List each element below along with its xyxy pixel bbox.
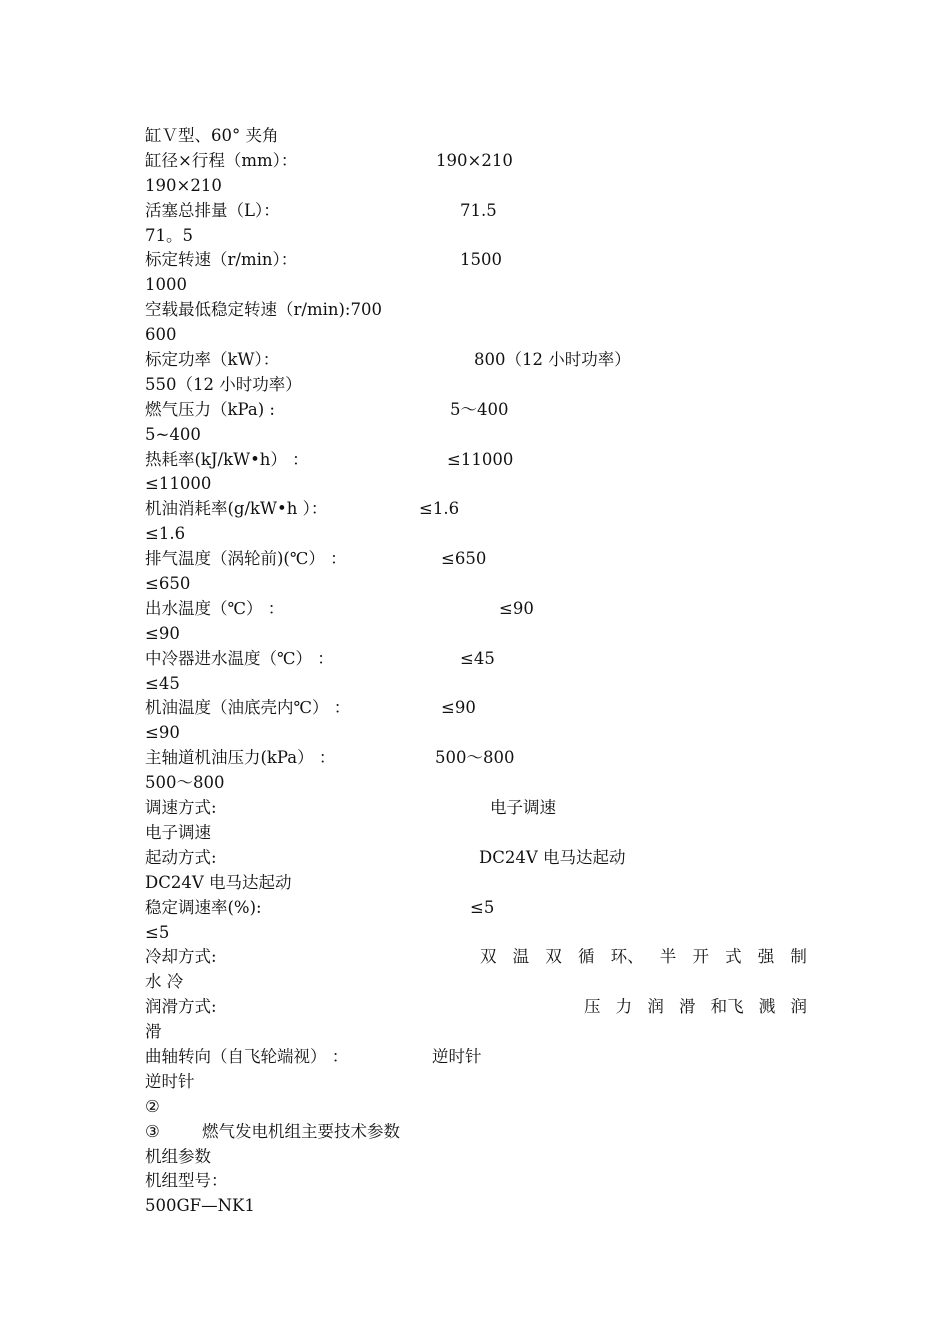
line-label: 71。5 <box>145 225 193 245</box>
line-cooling <box>145 945 807 970</box>
line-label: 出水温度（℃） ： <box>145 598 285 618</box>
line-label: 稳定调速率(%): <box>145 897 262 917</box>
document-page <box>145 124 807 1219</box>
line-bore-stroke <box>145 149 807 174</box>
line-value: 71.5 <box>460 200 497 220</box>
line-rotation <box>145 1045 807 1070</box>
line-label: 润滑方式: <box>145 997 217 1017</box>
value-part: 循 <box>577 947 595 967</box>
line-intercooler-temp-alt <box>145 672 807 697</box>
value-part: 双 <box>545 947 562 967</box>
line-label: 机组型号： <box>145 1171 228 1191</box>
line-starting-alt <box>145 871 807 896</box>
line-oil-temp <box>145 696 807 721</box>
line-rated-speed <box>145 248 807 273</box>
line-label: 活塞总排量（L）： <box>145 200 280 220</box>
line-label: 550（12 小时功率） <box>145 374 302 394</box>
line-rated-power-alt <box>145 373 807 398</box>
line-label: ≤45 <box>145 673 180 693</box>
line-rated-power <box>145 348 807 373</box>
line-cooling-cont <box>145 970 807 995</box>
line-label: 空载最低稳定转速（r/min):700 <box>145 300 382 320</box>
value-part: 滑 <box>678 997 696 1017</box>
line-starting <box>145 846 807 871</box>
line-label: ≤11000 <box>145 474 212 494</box>
value-part: 式 <box>725 947 742 967</box>
line-value: 500～800 <box>435 748 515 768</box>
line-gas-pressure-alt <box>145 423 807 448</box>
line-label: 燃气压力（kPa) : <box>145 399 275 419</box>
line-marker-2 <box>145 1095 807 1120</box>
line-label: ≤90 <box>145 723 180 743</box>
line-label: 排气温度（涡轮前)(℃） ： <box>145 549 347 569</box>
line-displacement <box>145 199 807 224</box>
value-part: 溅 <box>758 997 776 1017</box>
line-rotation-alt <box>145 1070 807 1095</box>
section-number: ③ <box>145 1121 160 1141</box>
line-oil-pressure-alt <box>145 771 807 796</box>
line-label: 主轴道机油压力(kPa） ： <box>145 748 336 768</box>
line-label: 机油消耗率(g/kW•h ）： <box>145 499 328 519</box>
line-governor-alt <box>145 821 807 846</box>
value-part: 温 <box>512 947 530 967</box>
line-value-justified <box>480 945 807 970</box>
line-value: 5～400 <box>450 399 509 419</box>
line-label: 190×210 <box>145 175 222 195</box>
line-governor <box>145 796 807 821</box>
line-speed-regulation-alt <box>145 921 807 946</box>
line-value: ≤1.6 <box>419 499 460 519</box>
line-oil-consumption <box>145 497 807 522</box>
line-label: 热耗率(kJ/kW•h） ： <box>145 449 309 469</box>
value-part: 开 <box>692 947 709 967</box>
line-unit-model <box>145 1169 807 1194</box>
line-label: 滑 <box>145 1022 162 1042</box>
line-label: 调速方式: <box>145 798 217 818</box>
line-label: 标定转速（r/min）： <box>145 250 298 270</box>
value-part: 润 <box>647 997 664 1017</box>
line-label: ≤650 <box>145 574 191 594</box>
line-oil-consumption-alt <box>145 522 807 547</box>
line-heat-rate-alt <box>145 472 807 497</box>
value-part: 润 <box>790 997 807 1017</box>
line-displacement-alt <box>145 224 807 249</box>
line-value: DC24V 电马达起动 <box>479 847 626 867</box>
line-label: ② <box>145 1096 160 1116</box>
line-speed-regulation <box>145 896 807 921</box>
line-label: 逆时针 <box>145 1071 195 1091</box>
line-bore-stroke-alt <box>145 174 807 199</box>
line-value-justified <box>584 995 807 1020</box>
line-unit-model-value <box>145 1194 807 1219</box>
line-label: 5~400 <box>145 424 201 444</box>
line-outlet-water-temp <box>145 597 807 622</box>
line-label: 中冷器进水温度（℃） ： <box>145 648 334 668</box>
value-part: 压 <box>584 997 601 1017</box>
value-part: 半 <box>659 947 677 967</box>
line-exhaust-temp-alt <box>145 572 807 597</box>
line-label: 缸径×行程（mm）： <box>145 150 298 170</box>
line-label: ≤90 <box>145 623 180 643</box>
section-title: 燃气发电机组主要技术参数 <box>202 1121 400 1141</box>
value-part: 制 <box>790 947 807 967</box>
line-unit-params <box>145 1145 807 1170</box>
line-label: 电子调速 <box>145 822 211 842</box>
line-exhaust-temp <box>145 547 807 572</box>
line-idle-speed-alt <box>145 323 807 348</box>
line-oil-pressure <box>145 746 807 771</box>
line-label: 起动方式: <box>145 847 217 867</box>
line-gas-pressure <box>145 398 807 423</box>
line-value: 电子调速 <box>490 798 556 818</box>
line-label: 标定功率（kW）： <box>145 350 280 370</box>
line-value: ≤650 <box>441 549 487 569</box>
line-outlet-water-temp-alt <box>145 622 807 647</box>
line-idle-speed <box>145 298 807 323</box>
line-intercooler-temp <box>145 647 807 672</box>
line-lubrication-cont <box>145 1020 807 1045</box>
line-value: ≤45 <box>460 648 495 668</box>
line-value: ≤90 <box>499 598 534 618</box>
line-cylinder-type <box>145 124 807 149</box>
line-label: ≤1.6 <box>145 524 186 544</box>
section-heading <box>145 1120 807 1145</box>
line-value: ≤11000 <box>447 449 514 469</box>
line-value: 190×210 <box>436 150 513 170</box>
line-label: ≤5 <box>145 922 170 942</box>
line-lubrication <box>145 995 807 1020</box>
line-value: 800（12 小时功率） <box>474 350 631 370</box>
value-part: 强 <box>757 947 775 967</box>
line-value: ≤90 <box>441 698 476 718</box>
line-label: 曲轴转向（自飞轮端视） ： <box>145 1046 349 1066</box>
line-oil-temp-alt <box>145 721 807 746</box>
line-label: 1000 <box>145 275 187 295</box>
line-label: 机组参数 <box>145 1146 211 1166</box>
line-label: 缸Ｖ型、60° 夹角 <box>145 126 279 145</box>
line-value: 1500 <box>460 250 502 270</box>
line-label: 水 冷 <box>145 972 184 992</box>
line-label: 机油温度（油底壳内℃） ： <box>145 698 351 718</box>
line-label: 冷却方式: <box>145 947 217 967</box>
line-label: 600 <box>145 325 177 345</box>
value-part: 和飞 <box>710 997 744 1017</box>
line-rated-speed-alt <box>145 273 807 298</box>
line-heat-rate <box>145 448 807 473</box>
line-label: 500GF—NK1 <box>145 1196 255 1216</box>
line-value: 逆时针 <box>432 1046 482 1066</box>
line-label: 500～800 <box>145 773 225 793</box>
value-part: 力 <box>615 997 633 1017</box>
value-part: 环、 <box>610 947 644 967</box>
line-value: ≤5 <box>470 897 495 917</box>
value-part: 双 <box>480 947 497 967</box>
line-label: DC24V 电马达起动 <box>145 872 292 892</box>
